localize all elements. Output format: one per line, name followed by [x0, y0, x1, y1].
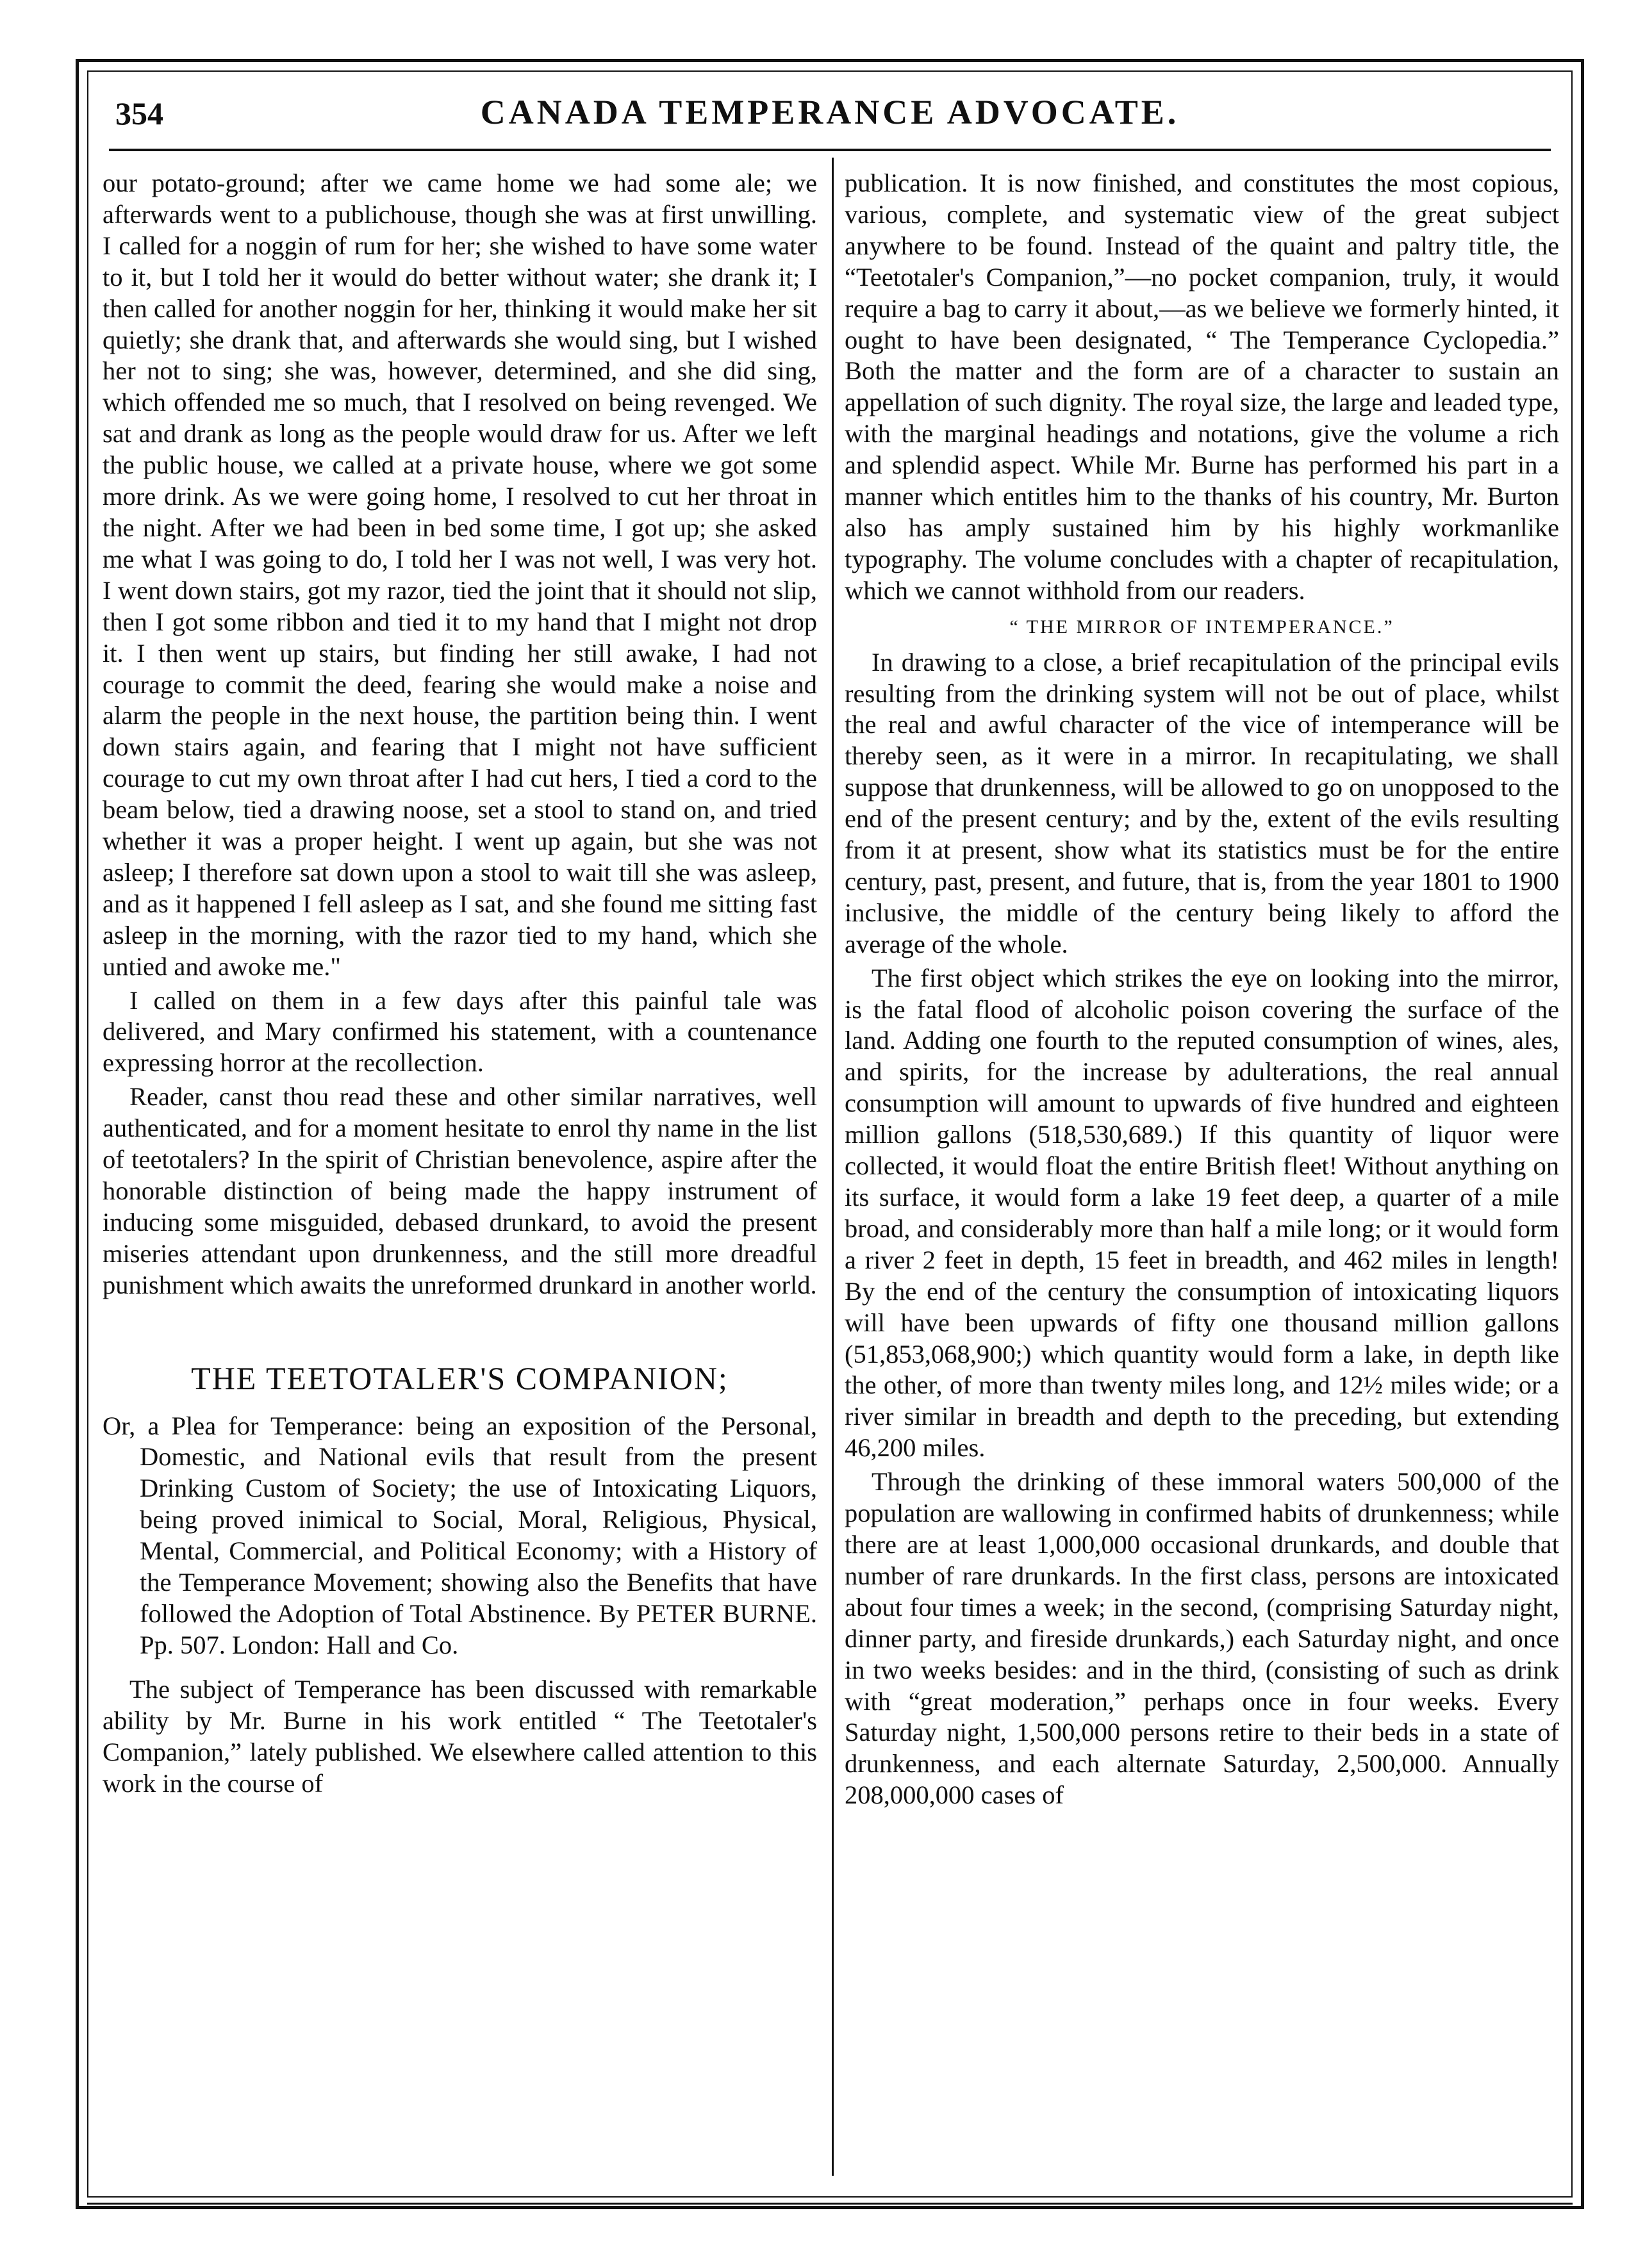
paragraph: The subject of Temperance has been discussed with remarkable ability by Mr. Burne in his work entitled “ The Teetotaler's Companion,” lately published. We elsewhere called attention to this work in the course of [103, 1674, 817, 1798]
header-rule [109, 149, 1551, 151]
paragraph: our potato-ground; after we came home we had some ale; we afterwards went to a publichouse, though she was at first unwilling. I called for a noggin of rum for her; she wished to have some water to it, but I told her it would do better without water; she drank it; I then called for another noggin for her, thinking it would make her sit quietly; she drank that, and afterwards she would sing, but I wished her not to sing; she was, however, determined, and she did sing, which offended me so much, that I resolved on being revenged. We sat and drank as long as the people would draw for us. After we left the public house, we called at a private house, where we got some more drink. As we were going home, I resolved to cut her throat in the night. After we had been in bed some time, I got up; she asked me what I was going to do, I told her I was not well, I was very hot. I went down stairs, got my razor, tied the joint that it should not slip, then I got some ribbon and tied it to my hand that I might not drop it. I then went up stairs, but finding her still awake, I had not courage to commit the deed, fearing she would make a noise and alarm the people in the next house, the partition being thin. I went down stairs again, and fearing that I might not have sufficient courage to cut my own throat after I had cut hers, I tied a cord to the beam below, tied a drawing noose, set a stool to stand on, and tried whether it was a proper height. I went up again, but she was not asleep; I therefore sat down upon a stool to wait till she was asleep, and as it happened I fell asleep as I sat, and she found me sitting fast asleep in the morning, with the razor tied to my hand, which she untied and awoke me." [103, 168, 817, 981]
paragraph: The first object which strikes the eye on looking into the mirror, is the fatal flood of alcoholic poison covering the surface of the land. Adding one fourth to the reputed consumption of wines, ales, and spirits, for the increase by adulterations, the real annual consumption will amount to upwards of five hundred and eighteen million gallons (518,530,689.) If this quantity of liquor were collected, it would float the entire British fleet! Without anything on its surface, it would form a lake 19 feet deep, a quarter of a mile broad, and considerably more than half a mile long; or it would form a river 2 feet in depth, 15 feet in breadth, and 462 miles in length! By the end of the century the consumption of intoxicating liquors will have been upwards of fifty one thousand million gallons (51,853,068,900;) which quantity would form a lake, in depth like the other, of more than twenty miles long, and 12½ miles wide; or a river similar in breadth and depth to the preceding, but extending 46,200 miles. [845, 963, 1559, 1463]
sub-heading: “ THE MIRROR OF INTEMPERANCE.” [1009, 616, 1394, 637]
paragraph: In drawing to a close, a brief recapitulation of the principal evils resulting from the drinking system will not be out of place, whilst the real and awful character of the vice of intemperance will be thereby seen, as it were in a mirror. In recapitulating, we shall suppose that drunkenness, will be allowed to go on unopposed to the end of the present century; and by the, extent of the evils resulting from it at present, show what its statistics must be for the entire century, past, present, and future, that is, from the year 1801 to 1900 inclusive, the middle of the century being likely to afford the average of the whole. [845, 647, 1559, 958]
section-title: THE TEETOTALER'S COMPANION; [191, 1360, 729, 1396]
paragraph: I called on them in a few days after this painful tale was delivered, and Mary confirmed his statement, with a countenance expressing horror at the recollection. [103, 985, 817, 1078]
left-column [103, 168, 817, 2180]
bottom-rule [87, 2203, 1573, 2205]
column-divider [832, 158, 834, 2176]
paragraph: Through the drinking of these immoral waters 500,000 of the population are wallowing in confirmed habits of drunkenness; while there are at least 1,000,000 occasional drunkards, and double that number of rare drunkards. In the first class, persons are intoxicated about four times a week; in the second, (comprising Saturday night, dinner party, and fireside drunkards,) each Saturday night, and once in two weeks besides: and in the third, (consisting of such as drink with “great moderation,” perhaps once in four weeks. Every Saturday night, 1,500,000 persons retire to their beds in a state of drunkenness, and each alternate Saturday, 2,500,000. Annually 208,000,000 cases of [845, 1467, 1559, 1810]
running-head: CANADA TEMPERANCE ADVOCATE. [480, 93, 1180, 131]
paragraph: publication. It is now finished, and constitutes the most copious, various, complete, and systematic view of the great subject anywhere to be found. Instead of the quaint and paltry title, the “Teetotaler's Companion,”—no pocket companion, truly, it would require a bag to carry it about,—as we believe we formerly hinted, it ought to have been designated, “ The Temperance Cyclopedia.” Both the matter and the form are of a character to sustain an appellation of such dignity. The royal size, the large and leaded type, with the marginal headings and notations, give the volume a rich and splendid aspect. While Mr. Burne has performed his part in a manner which entitles him to the thanks of his country, Mr. Burton also has amply sustained him by his highly workmanlike typography. The volume concludes with a chapter of recapitulation, which we cannot withhold from our readers. [845, 168, 1559, 605]
book-subtitle: Or, a Plea for Temperance: being an exposition of the Personal, Domestic, and National evils that result from the present Drinking Custom of Society; the use of Intoxicating Liquors, being proved inimical to Social, Moral, Religious, Physical, Mental, Commercial, and Political Economy; with a History of the Temperance Movement; showing also the Benefits that have followed the Adoption of Total Abstinence. By PETER BURNE. Pp. 507. London: Hall and Co. [103, 1411, 817, 1659]
right-column [845, 168, 1559, 2180]
paragraph: Reader, canst thou read these and other similar narratives, well authenticated, and for a moment hesitate to enrol thy name in the list of teetotalers? In the spirit of Christian benevolence, aspire after the honorable distinction of being made the happy instrument of inducing some misguided, debased drunkard, to avoid the present miseries attendant upon drunkenness, and the still more dreadful punishment which awaits the unreformed drunkard in another world. [103, 1082, 817, 1299]
page-header [109, 90, 1551, 141]
page-number: 354 [115, 95, 163, 131]
